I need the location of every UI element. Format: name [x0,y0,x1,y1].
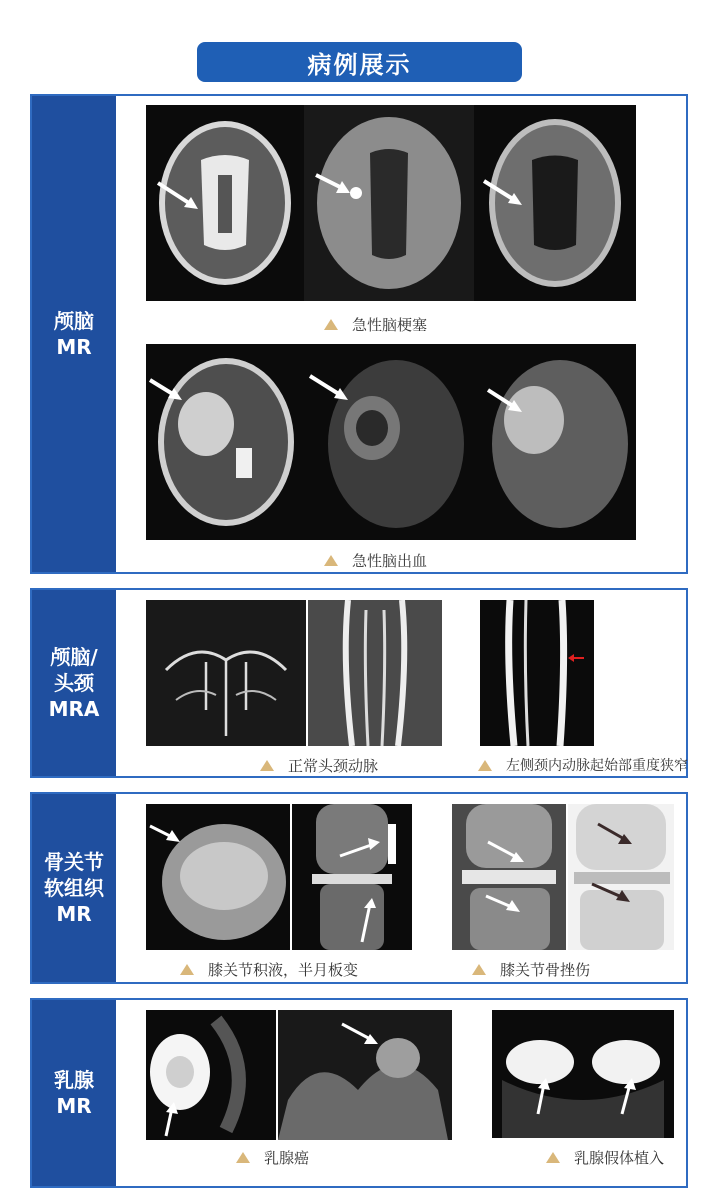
triangle-icon [324,319,338,330]
section-label [32,1000,116,1186]
caption-acute-hemorrhage [324,550,427,571]
caption-text: 急性脑梗塞 [352,316,428,334]
caption-text: 左侧颈内动脉起始部重度狭窄 [506,758,688,774]
mri-image-flair-infarct [474,105,636,301]
section-label-line: MR [56,335,92,359]
breast-image-cancer-axial [278,1010,452,1140]
section-joint-mr [30,792,688,984]
caption-acute-infarct [324,314,427,335]
mra-image-stenosis [480,600,594,746]
mri-image-t2-hemorrhage [146,344,306,540]
caption-text: 正常头颈动脉 [288,757,379,775]
triangle-icon [180,964,194,975]
caption-text: 乳腺假体植入 [574,1149,665,1167]
knee-image-bone-bruise-2 [568,804,674,950]
triangle-icon [236,1152,250,1163]
mri-image-dwi-infarct [304,105,474,301]
breast-image-implant [492,1010,674,1138]
section-label-line: 软组织 [44,876,104,900]
section-label [32,794,116,982]
mri-image-flair-hemorrhage [474,344,636,540]
caption-knee-effusion [180,959,358,980]
section-label-line: MRA [48,697,100,721]
section-label-line: 头颈 [54,671,94,695]
caption-bone-bruise [472,959,590,980]
caption-text: 膝关节积液，半月板变 [208,961,359,979]
triangle-icon [546,1152,560,1163]
knee-image-bone-bruise-1 [452,804,566,950]
section-label [32,96,116,572]
section-mra [30,588,688,778]
section-breast-mr [30,998,688,1188]
knee-image-axial [146,804,290,950]
section-label-line: 乳腺 [54,1068,94,1092]
triangle-icon [478,760,492,771]
section-label-line: 颅脑/ [50,645,98,669]
mri-image-dwi-hemorrhage [306,344,474,540]
knee-image-coronal-effusion [292,804,412,950]
caption-breast-implant [546,1147,664,1168]
mri-image-t2-infarct [146,105,304,301]
section-label-line: 颅脑 [54,309,94,333]
triangle-icon [472,964,486,975]
caption-stenosis [478,755,688,775]
section-label [32,590,116,776]
caption-breast-cancer [236,1147,309,1168]
triangle-icon [324,555,338,566]
section-label-line: MR [56,902,92,926]
mra-image-circle-of-willis [146,600,306,746]
section-label-line: 骨关节 [44,850,104,874]
mra-image-neck-arteries [308,600,442,746]
caption-normal-arteries [260,755,378,776]
breast-image-cancer-sagittal [146,1010,276,1140]
caption-text: 乳腺癌 [264,1149,310,1167]
section-label-line: MR [56,1094,92,1118]
triangle-icon [260,760,274,771]
caption-text: 膝关节骨挫伤 [500,961,591,979]
caption-text: 急性脑出血 [352,552,428,570]
page-title: 病例展示 [197,42,522,82]
section-brain-mr [30,94,688,574]
